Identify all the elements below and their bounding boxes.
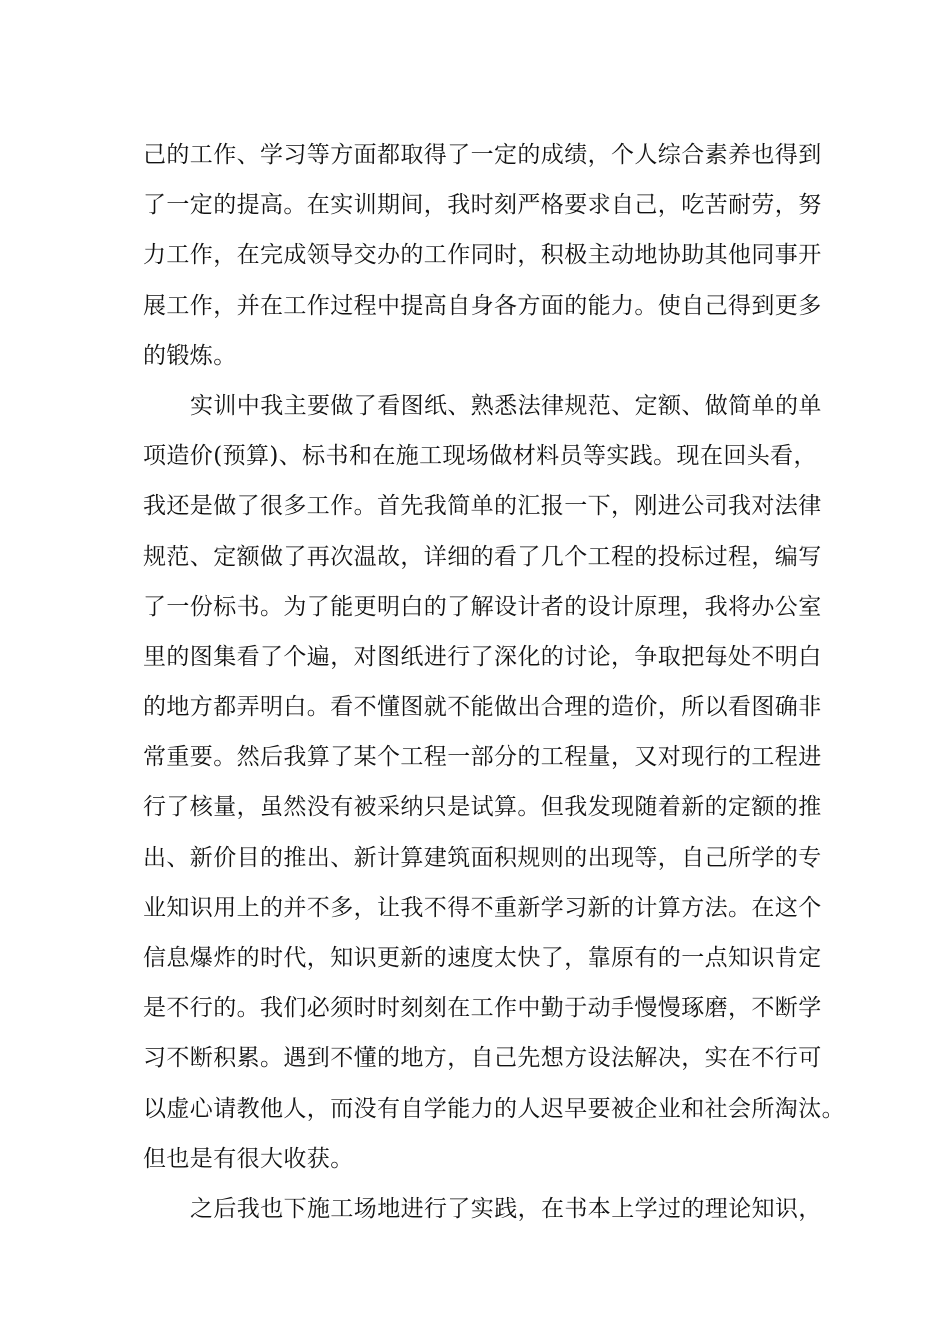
text-line: 项造价(预算)、标书和在施工现场做材料员等实践。现在回头看，: [143, 443, 817, 470]
text-line: 的地方都弄明白。看不懂图就不能做出合理的造价，所以看图确非: [143, 694, 822, 721]
text-line: 行了核量，虽然没有被采纳只是试算。但我发现随着新的定额的推: [143, 794, 822, 821]
text-line: 规范、定额做了再次温故，详细的看了几个工程的投标过程，编写: [143, 543, 822, 570]
text-line: 信息爆炸的时代，知识更新的速度太快了，靠原有的一点知识肯定: [143, 945, 822, 971]
text-line: 了一份标书。为了能更明白的了解设计者的设计原理，我将办公室: [143, 593, 822, 620]
text-line: 但也是有很大收获。: [143, 1145, 354, 1172]
text-line: 习不断积累。遇到不懂的地方，自己先想方设法解决，实在不行可: [143, 1045, 822, 1072]
text-line: 展工作，并在工作过程中提高自身各方面的能力。使自己得到更多: [143, 292, 822, 319]
text-line: 是不行的。我们必须时时刻刻在工作中勤于动手慢慢琢磨，不断学: [143, 995, 822, 1022]
text-line: 里的图集看了个遍，对图纸进行了深化的讨论，争取把每处不明白: [143, 643, 822, 670]
paragraph-2: [143, 381, 845, 1184]
text-line: 力工作，在完成领导交办的工作同时，积极主动地协助其他同事开: [143, 242, 822, 269]
text-line: 出、新价目的推出、新计算建筑面积规则的出现等，自己所学的专: [143, 844, 822, 871]
text-line: 实训中我主要做了看图纸、熟悉法律规范、定额、做简单的单: [190, 392, 822, 419]
paragraph-3: [143, 1184, 823, 1234]
text-line: 我还是做了很多工作。首先我简单的汇报一下，刚进公司我对法律: [143, 493, 822, 520]
text-line: 业知识用上的并不多，让我不得不重新学习新的计算方法。在这个: [143, 894, 822, 921]
text-line: 以虚心请教他人，而没有自学能力的人迟早要被企业和社会所淘汰。: [143, 1095, 845, 1122]
paragraph-1: [143, 130, 823, 381]
text-line: 了一定的提高。在实训期间，我时刻严格要求自己，吃苦耐劳，努: [143, 192, 822, 219]
text-line: 之后我也下施工场地进行了实践，在书本上学过的理论知识，: [190, 1195, 822, 1222]
text-line: 己的工作、学习等方面都取得了一定的成绩，个人综合素养也得到: [143, 142, 822, 168]
body-text: [143, 130, 845, 1234]
text-line: 的锻炼。: [143, 342, 237, 369]
text-line: 常重要。然后我算了某个工程一部分的工程量，又对现行的工程进: [143, 744, 822, 771]
